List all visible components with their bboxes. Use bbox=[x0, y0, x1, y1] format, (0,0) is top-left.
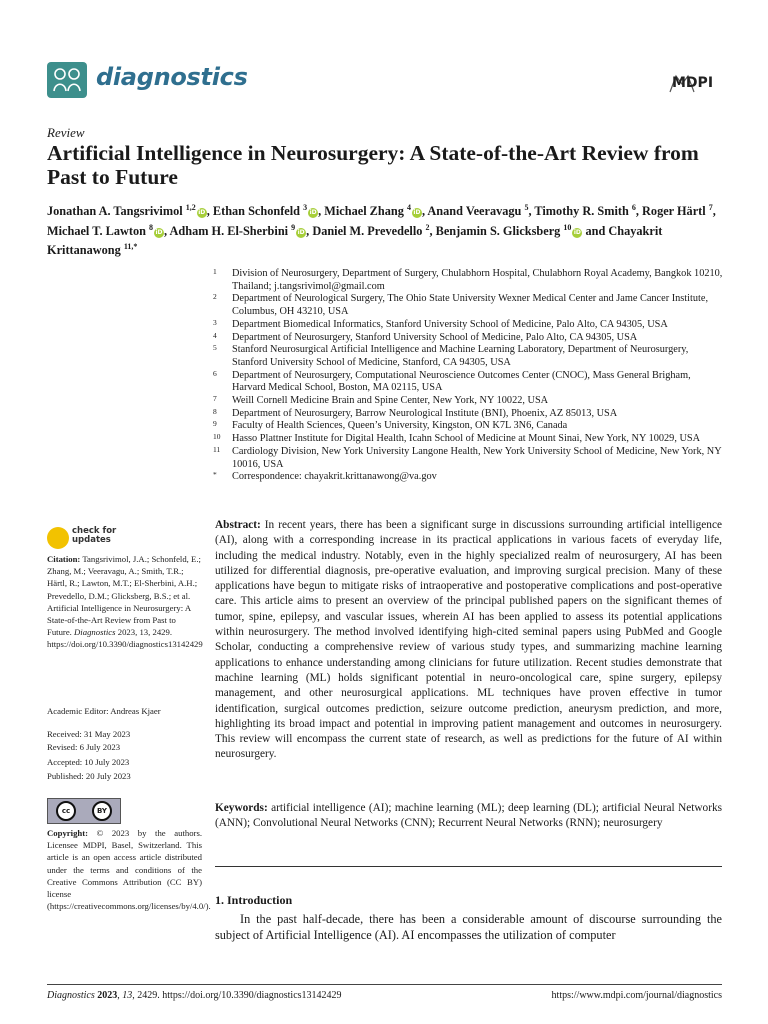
author-separator: , bbox=[635, 204, 643, 219]
affiliation-item bbox=[213, 433, 723, 446]
author-separator: , bbox=[421, 204, 428, 219]
orcid-icon[interactable]: iD bbox=[155, 228, 163, 236]
affiliation-text: Division of Neurosurgery, Department of Surgery, Chulabhorn Hospital, Chulabhorn Royal Academy, Bangkok 10210, Thailand; j.tangsrivimol@gmail.com bbox=[232, 268, 723, 292]
affiliation-item bbox=[213, 268, 723, 293]
affiliation-number: * bbox=[213, 470, 217, 480]
article-type: Review bbox=[47, 125, 85, 140]
affiliation-number: 11 bbox=[213, 444, 221, 454]
published-date: Published: 20 July 2023 bbox=[47, 771, 131, 781]
article-title: Artificial Intelligence in Neurosurgery: A State-of-the-Art Review from Past to Future bbox=[47, 141, 699, 189]
orcid-icon[interactable]: iD bbox=[573, 228, 581, 236]
author-affiliation-ref: 10 bbox=[563, 222, 572, 232]
cc-license-badge[interactable] bbox=[47, 798, 121, 824]
footer-divider bbox=[47, 984, 722, 985]
orcid-icon[interactable]: iD bbox=[413, 209, 421, 217]
footer-citation: Diagnostics 2023, 13, 2429. https://doi.org/10.3390/diagnostics13142429 bbox=[47, 990, 342, 1001]
cc-icon: cc bbox=[56, 801, 76, 821]
keywords-label: Keywords: bbox=[215, 802, 268, 814]
received-date: Received: 31 May 2023 bbox=[47, 729, 131, 739]
check-for-updates-icon[interactable] bbox=[47, 527, 69, 549]
affiliation-text: Department Biomedical Informatics, Stanford University School of Medicine, Palo Alto, CA 94305, USA bbox=[232, 318, 668, 330]
orcid-icon[interactable]: iD bbox=[297, 228, 305, 236]
author-affiliation-ref: 4 bbox=[406, 203, 411, 212]
publisher-logo[interactable] bbox=[668, 72, 720, 99]
affiliation-number: 1 bbox=[213, 267, 217, 276]
author-affiliation-ref: 11,* bbox=[123, 242, 138, 252]
diagnostics-logo-icon bbox=[47, 62, 87, 98]
orcid-icon[interactable]: iD bbox=[198, 209, 206, 217]
footer-journal-url[interactable]: https://www.mdpi.com/journal/diagnostics bbox=[551, 990, 722, 1001]
affiliation-number: 9 bbox=[213, 419, 217, 429]
author-affiliation-ref: 2 bbox=[425, 222, 430, 232]
affiliation-item bbox=[213, 319, 723, 332]
footer-year: 2023 bbox=[97, 990, 118, 1001]
affiliation-number: 5 bbox=[213, 343, 217, 353]
author-name[interactable]: Roger Härtl bbox=[642, 204, 706, 219]
citation-label: Citation: bbox=[47, 554, 81, 564]
affiliation-text: Weill Cornell Medicine Brain and Spine Center, New York, NY 10022, USA bbox=[232, 395, 549, 407]
author-separator: , bbox=[164, 223, 170, 238]
abstract-text: In recent years, there has been a significant surge in discussions surrounding artificial intelligence (AI), along with a corresponding increase in its practical applications in various facets of everyday life, including the medical industry. Notably, even in the highly specialized realm of neurosurgery, AI has been utilized for differential diagnosis, pre-operative evaluation, and improving surgical precision. Many of these applications have begun to mitigate risks of intraoperative and postoperative complications and post-operative care. This article aims to present an overview of the principal published papers on the significant themes of tumor, spine, epilepsy, and vascular issues, wherein AI has been applied to assess its potential applications within neurosurgery. The method involved identifying high-cited seminal papers using PubMed and Google Scholar, conducting a comprehensive review of various study types, and summarizing machine learning applications to enhance understanding among clinicians for future utilization. Recent studies demonstrate that machine learning (ML) holds significant potential in neuro-oncological care, spine surgery, epilepsy management, and other neurosurgical applications. ML techniques have proven effective in tumor identification, surgical outcomes prediction, seizure outcome prediction, aneurysm prediction, and more, highlighting its broad impact and potential in improving patient management and outcomes in neurosurgery. This review will encompass the current state of research, as well as predictions for the future of AI within neurosurgery. bbox=[215, 519, 722, 761]
author-affiliation-ref: 9 bbox=[291, 222, 296, 232]
section-divider bbox=[215, 866, 722, 867]
affiliation-number: 8 bbox=[213, 406, 217, 416]
affiliation-item bbox=[213, 370, 723, 395]
affiliation-number: 3 bbox=[213, 317, 217, 327]
author-separator: , bbox=[318, 204, 325, 219]
citation-doi-link[interactable]: https://doi.org/10.3390/diagnostics13142429 bbox=[47, 639, 203, 650]
affiliation-text: Stanford Neurosurgical Artificial Intelligence and Machine Learning Laboratory, Department of Neurosurgery, Stanford University School of Medicine, Stanford, CA 94305, USA bbox=[232, 344, 689, 368]
affiliation-item bbox=[213, 395, 723, 408]
footer-volume: 13 bbox=[122, 990, 133, 1001]
affiliation-item bbox=[213, 471, 723, 484]
check-for-updates-label[interactable] bbox=[72, 527, 116, 545]
author-name[interactable]: Benjamin S. Glicksberg bbox=[435, 223, 561, 238]
affiliation-text: Cardiology Division, New York University Langone Health, New York University School of Medicine, New York, NY 10016, USA bbox=[232, 445, 722, 470]
publisher-name: MDPI bbox=[672, 75, 714, 91]
copyright-text: © 2023 by the authors. Licensee MDPI, Basel, Switzerland. This article is an open access article distributed under the terms and conditions of the Creative Commons Attribution (CC BY) license (https://creativecommons.org/licenses/by/4.0/). bbox=[47, 828, 211, 912]
affiliation-number: 7 bbox=[213, 394, 217, 404]
author-name[interactable]: Daniel M. Prevedello bbox=[312, 223, 423, 238]
affiliation-text: Hasso Plattner Institute for Digital Health, Icahn School of Medicine at Mount Sinai, New York, NY 10029, USA bbox=[232, 433, 701, 445]
footer-journal: Diagnostics bbox=[47, 990, 95, 1001]
accepted-date: Accepted: 10 July 2023 bbox=[47, 757, 130, 767]
revised-date: Revised: 6 July 2023 bbox=[47, 742, 121, 752]
affiliation-item bbox=[213, 408, 723, 421]
affiliation-item bbox=[213, 332, 723, 345]
journal-logo bbox=[47, 62, 87, 98]
author-affiliation-ref: 7 bbox=[708, 203, 713, 212]
affiliation-item bbox=[213, 344, 723, 369]
affiliation-text: Department of Neurosurgery, Barrow Neurological Institute (BNI), Phoenix, AZ 85013, USA bbox=[232, 407, 618, 419]
affiliation-list bbox=[213, 268, 723, 484]
affiliation-item bbox=[213, 293, 723, 318]
abstract bbox=[215, 518, 722, 763]
author-name[interactable]: Michael T. Lawton bbox=[47, 223, 146, 238]
author-name[interactable]: Chayakrit Krittanawong bbox=[47, 223, 663, 258]
affiliation-number: 2 bbox=[213, 292, 217, 302]
author-separator: , bbox=[712, 204, 716, 219]
keywords bbox=[215, 801, 722, 832]
section-heading: 1. Introduction bbox=[215, 893, 293, 907]
citation-journal: Diagnostics bbox=[74, 627, 116, 638]
copyright-label: Copyright: bbox=[47, 828, 89, 838]
affiliation-number: 10 bbox=[213, 432, 221, 442]
orcid-icon[interactable]: iD bbox=[309, 209, 317, 217]
affiliation-text: Department of Neurosurgery, Computational Neuroscience Outcomes Center (CNOC), Mass General Brigham, Harvard Medical School, Boston, MA 02115, USA bbox=[232, 369, 691, 394]
academic-editor: Academic Editor: Andreas Kjaer bbox=[47, 706, 161, 716]
author-list bbox=[47, 200, 727, 259]
abstract-label: Abstract: bbox=[215, 519, 261, 531]
citation-text: Tangsrivimol, J.A.; Schonfeld, E.; Zhang, M.; Veeravagu, A.; Smith, T.R.; Härtl, R.; Lawton, M.T.; El-Sherbini, A.H.; Prevedello, D.M.; Glicksberg, B.S.; et al. Artificial Intelligence in Neurosurgery: A State-of-the-Art Review from Past to Future. bbox=[47, 554, 201, 638]
author-separator: , bbox=[206, 204, 213, 219]
affiliation-text: Department of Neurological Surgery, The Ohio State University Wexner Medical Center and Jame Cancer Institute, Columbus, OH 43210, USA bbox=[232, 293, 709, 318]
author-affiliation-ref: 3 bbox=[303, 203, 308, 212]
author-separator: and bbox=[582, 223, 609, 238]
author-name[interactable]: Ethan Schonfeld bbox=[212, 204, 301, 219]
author-name[interactable]: Timothy R. Smith bbox=[534, 204, 629, 219]
author-affiliation-ref: 8 bbox=[149, 222, 154, 232]
affiliation-number: 6 bbox=[213, 368, 217, 378]
affiliation-text: Correspondence: chayakrit.krittanawong@va.gov bbox=[232, 471, 437, 483]
citation-volume: 2023, 13, 2429. bbox=[117, 627, 173, 638]
affiliation-item bbox=[213, 446, 723, 471]
by-icon: BY bbox=[92, 801, 112, 821]
author-affiliation-ref: 1,2 bbox=[185, 203, 196, 212]
check-updates-line1: check for bbox=[72, 526, 117, 536]
author-separator: , bbox=[306, 223, 313, 238]
author-name[interactable]: Adham H. El-Sherbini bbox=[169, 223, 289, 238]
affiliation-number: 4 bbox=[213, 330, 217, 340]
author-affiliation-ref: 6 bbox=[631, 203, 636, 212]
copyright-block bbox=[47, 827, 211, 912]
footer-doi[interactable]: , 2429. https://doi.org/10.3390/diagnostics13142429 bbox=[132, 990, 342, 1001]
author-name[interactable]: Anand Veeravagu bbox=[427, 204, 522, 219]
affiliation-text: Department of Neurosurgery, Stanford University School of Medicine, Palo Alto, CA 94305, USA bbox=[232, 331, 638, 343]
affiliation-item bbox=[213, 420, 723, 433]
citation-block bbox=[47, 553, 202, 651]
author-separator: , bbox=[528, 204, 535, 219]
keywords-text: artificial intelligence (AI); machine learning (ML); deep learning (DL); artificial Neural Networks (ANN); Convolutional Neural Networks (CNN); Recurrent Neural Networks (RNN); neurosurgery bbox=[215, 802, 722, 830]
author-name[interactable]: Michael Zhang bbox=[324, 204, 404, 219]
intro-paragraph bbox=[215, 911, 722, 943]
author-affiliation-ref: 5 bbox=[524, 203, 529, 212]
affiliation-text: Faculty of Health Sciences, Queen’s University, Kingston, ON K7L 3N6, Canada bbox=[232, 420, 568, 432]
intro-text: In the past half-decade, there has been a considerable amount of discourse surrounding the subject of Artificial Intelligence (AI). AI encompasses the utilization of computer bbox=[215, 912, 722, 942]
journal-name[interactable]: diagnostics bbox=[96, 63, 248, 91]
check-updates-line2: updates bbox=[72, 535, 111, 545]
author-separator: , bbox=[429, 223, 436, 238]
author-name[interactable]: Jonathan A. Tangsrivimol bbox=[47, 204, 183, 219]
